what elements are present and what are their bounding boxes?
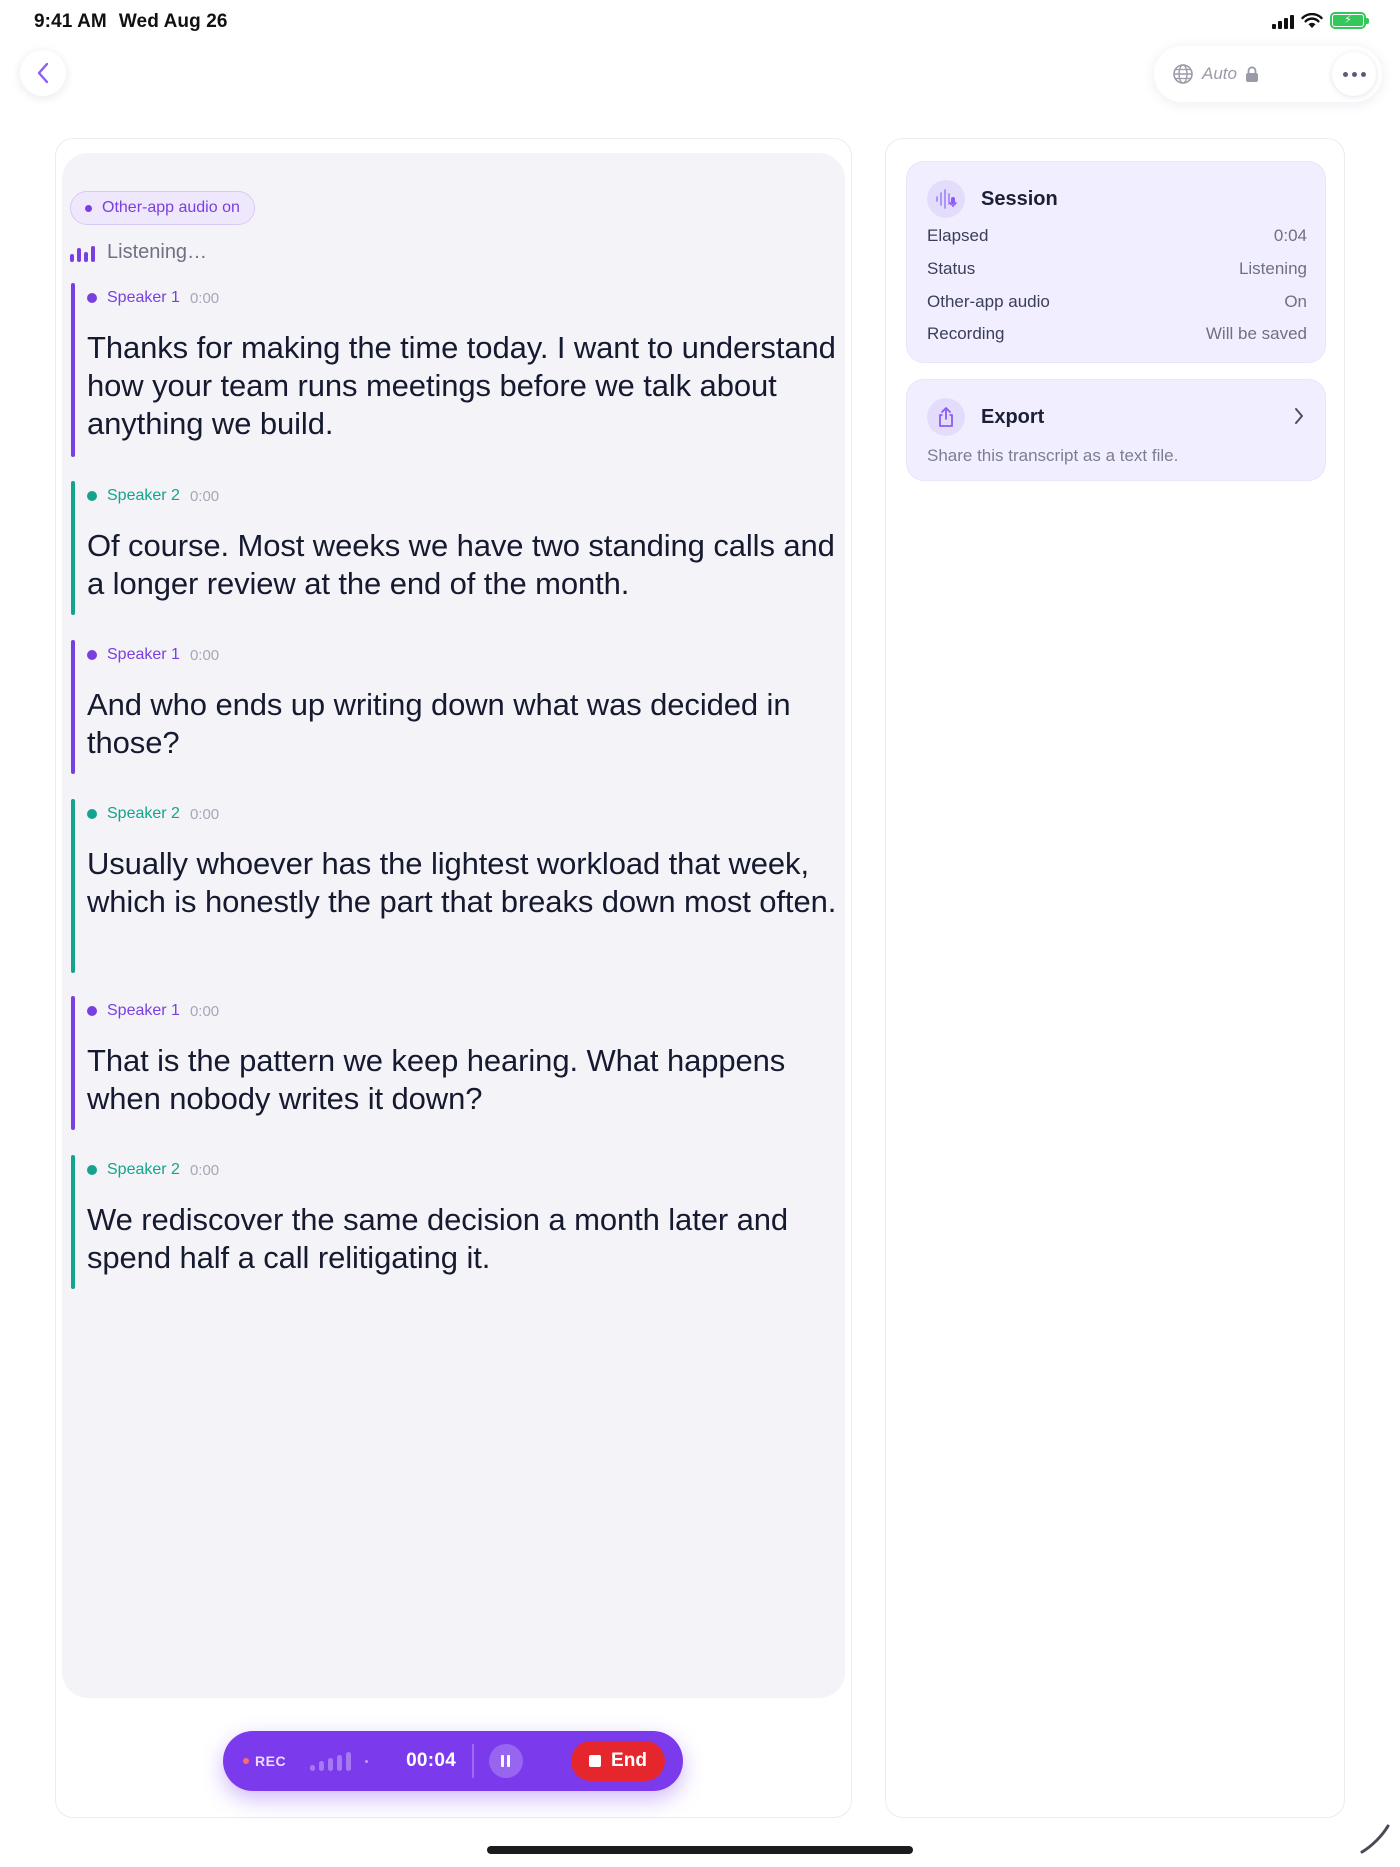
speaker-dot (87, 650, 97, 660)
transcript-turn (71, 481, 841, 615)
turn-text: That is the pattern we keep hearing. What happens when nobody writes it down? (87, 1043, 786, 1116)
globe-icon (1172, 63, 1194, 85)
session-row-status: Status Listening (927, 259, 1307, 278)
rec-label: REC (255, 1753, 287, 1769)
divider (472, 1744, 474, 1778)
stop-icon (589, 1755, 601, 1767)
export-card-header (927, 398, 1044, 436)
speaker-dot (87, 809, 97, 819)
top-right-controls (1154, 46, 1382, 102)
turn-meta (87, 485, 841, 507)
speaker-name[interactable]: Speaker 2 (107, 1161, 180, 1178)
transcript-turn (71, 996, 841, 1130)
pause-button[interactable] (489, 1744, 523, 1778)
speaker-rail (71, 283, 75, 457)
turn-timestamp: 0:00 (189, 1161, 220, 1179)
speaker-rail (71, 996, 75, 1130)
speaker-name[interactable]: Speaker 1 (107, 289, 180, 306)
transcript-turn (71, 283, 841, 457)
turn-text: Of course. Most weeks we have two standing calls and a longer review at the end of the month. (87, 528, 835, 601)
transcript-scroll-area[interactable] (62, 153, 845, 1698)
session-card-header (927, 180, 1058, 218)
chevron-left-icon (35, 62, 51, 84)
turn-timestamp: 0:00 (189, 805, 220, 823)
audio-pill-label: Other-app audio on (102, 199, 240, 216)
speaker-rail (71, 481, 75, 615)
pencil-hover-icon (1358, 1822, 1392, 1856)
wifi-icon (1301, 13, 1323, 29)
cellular-signal-icon (1272, 13, 1294, 29)
turn-meta (87, 1000, 841, 1022)
status-time: 9:41 AM Wed Aug 26 (34, 11, 228, 32)
share-icon (927, 398, 965, 436)
listening-label: Listening… (107, 241, 208, 263)
transcript-panel (55, 138, 852, 1818)
session-row-recording: Recording Will be saved (927, 324, 1307, 343)
speaker-name[interactable]: Speaker 1 (107, 1002, 180, 1019)
input-level-meter (310, 1751, 351, 1771)
turn-timestamp: 0:00 (189, 289, 220, 307)
waveform-mic-icon (927, 180, 965, 218)
home-indicator[interactable] (487, 1846, 913, 1854)
language-label: Auto (1202, 64, 1237, 83)
speaker-name[interactable]: Speaker 1 (107, 646, 180, 663)
session-row-other-app-audio: Other-app audio On (927, 292, 1307, 311)
turn-timestamp: 0:00 (189, 487, 220, 505)
status-date: Wed Aug 26 (118, 11, 228, 32)
export-card[interactable] (906, 379, 1326, 481)
status-icons (1272, 12, 1366, 29)
transcript-turn (71, 1155, 841, 1289)
speaker-rail (71, 640, 75, 774)
chevron-right-icon (1293, 406, 1305, 426)
battery-icon: ⚡ (1330, 12, 1366, 29)
export-subtitle: Share this transcript as a text file. (927, 446, 1179, 465)
end-label: End (611, 1750, 647, 1771)
turn-text: Usually whoever has the lightest workload that week, which is honestly the part that breaks down most often. (87, 846, 837, 919)
turn-text: And who ends up writing down what was decided in those? (87, 687, 791, 760)
status-dot (85, 205, 92, 212)
export-title: Export (981, 405, 1045, 428)
side-panel (885, 138, 1345, 1818)
speaker-dot (87, 1006, 97, 1016)
listening-indicator (70, 241, 207, 264)
speaker-name[interactable]: Speaker 2 (107, 805, 180, 822)
turn-text: We rediscover the same decision a month later and spend half a call relitigating it. (87, 1202, 789, 1275)
speaker-rail (71, 799, 75, 973)
turn-meta (87, 644, 841, 666)
status-bar (0, 0, 1400, 44)
recording-bar (223, 1731, 683, 1791)
session-title: Session (981, 187, 1058, 210)
transcript-turn (71, 799, 841, 973)
session-row-elapsed: Elapsed 0:04 (927, 226, 1307, 245)
end-recording-button[interactable] (571, 1741, 665, 1781)
pause-icon (501, 1755, 504, 1767)
lock-icon (1245, 66, 1259, 83)
turn-meta (87, 1159, 841, 1181)
speaker-dot (87, 293, 97, 303)
ellipsis-icon (1343, 72, 1348, 77)
speaker-dot (87, 491, 97, 501)
audio-level-icon (70, 244, 95, 262)
recording-elapsed-time: 00:04 (406, 1750, 457, 1771)
other-app-audio-pill (70, 191, 255, 225)
session-card (906, 161, 1326, 363)
language-selector[interactable] (1172, 63, 1259, 85)
turn-meta (87, 287, 841, 309)
speaker-name[interactable]: Speaker 2 (107, 487, 180, 504)
turn-timestamp: 0:00 (189, 646, 220, 664)
speaker-rail (71, 1155, 75, 1289)
more-options-button[interactable] (1332, 52, 1376, 96)
speaker-dot (87, 1165, 97, 1175)
recording-dot-icon (243, 1758, 249, 1764)
turn-timestamp: 0:00 (189, 1002, 220, 1020)
transcript-turn (71, 640, 841, 774)
turn-meta (87, 803, 841, 825)
turn-text: Thanks for making the time today. I want to understand how your team runs meetings before we talk about anything we build. (87, 330, 836, 441)
back-button[interactable] (20, 50, 66, 96)
